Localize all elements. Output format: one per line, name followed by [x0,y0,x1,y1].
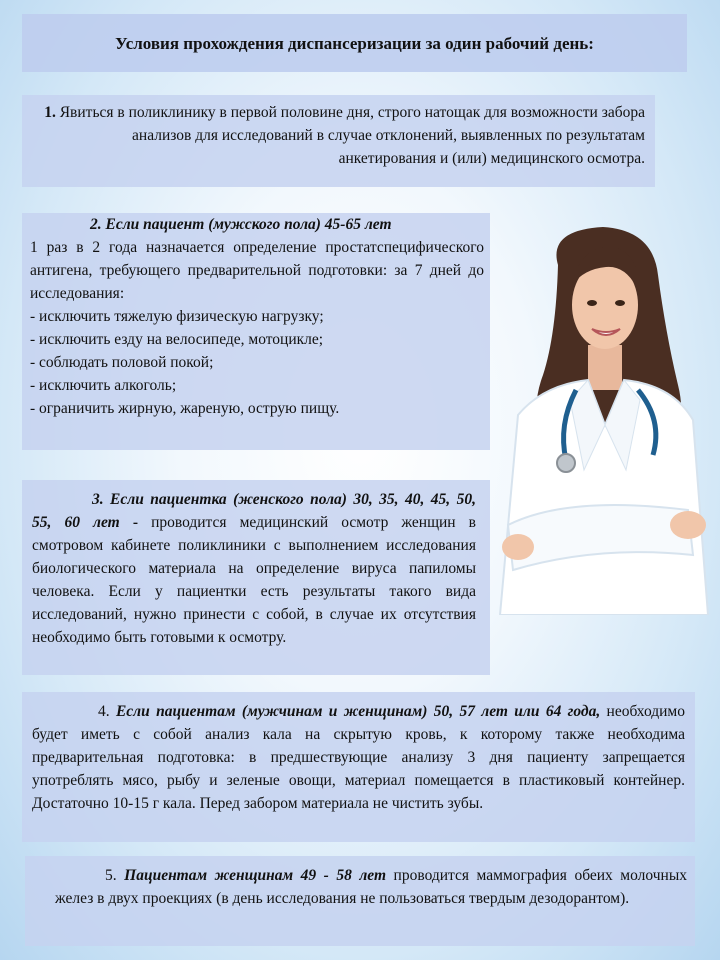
condition-4-heading: Если пациентам (мужчинам и женщинам) 50, 57 лет или 64 года, [115,703,601,720]
list-item: - исключить тяжелую физическую нагрузку; [30,308,324,325]
page-title [22,14,687,72]
list-item: - исключить езду на велосипеде, мотоцикле; [30,331,324,348]
condition-4-number: 4. [98,703,116,720]
condition-5 [25,856,695,946]
condition-3-text: проводится медицинский осмотр женщин в смотровом кабинете поликлиники с выполнением исследования биологического материала на определение вируса папиломы человека. Если у пациентки есть результаты такого вида исследований, нужно принести с собой, в случае их отсутствия необходимо быть готовыми к осмотру. [32,514,477,646]
doctor-illustration [488,225,720,615]
condition-1 [22,95,655,187]
condition-1-text: Явиться в поликлинику в первой половине дня, строго натощак для возможности забора анализов для исследований в случае отклонений, выявленных по результатам анкетирования и (или) медицинского осмотра. [55,104,645,167]
condition-3 [22,480,490,675]
condition-2-heading: 2. Если пациент (мужского пола) 45-65 лет [90,216,392,233]
condition-3-heading: 3. Если пациентка (женского пола) 30, 35, 40, 45, 50, 55, 60 лет [32,491,476,531]
condition-2 [22,213,490,450]
list-item: - соблюдать половой покой; [30,354,214,371]
condition-4 [22,692,695,842]
condition-4-text: необходимо будет иметь с собой анализ кала на скрытую кровь, к которому также необходима предварительная подготовка: в предшествующие анализу 3 дня пациенту запрещается употреблять мясо, рыбу и зеленые овощи, материал помещается в пластиковый контейнер. Достаточно 10-15 г кала. Перед забором материала не чистить зубы. [32,703,685,812]
list-item: - исключить алкоголь; [30,377,177,394]
condition-5-text: проводится маммография обеих молочных желез в двух проекциях (в день исследования не пользоваться твердым дезодорантом). [55,867,688,907]
condition-5-heading: Пациентам женщинам 49 - 58 лет [124,867,387,884]
list-item: - ограничить жирную, жареную, острую пищу. [30,400,340,417]
page-title-text: Условия прохождения диспансеризации за один рабочий день: [115,33,594,53]
condition-3-dash: - [119,514,152,531]
condition-2-text: 1 раз в 2 года назначается определение простатспецифического антигена, требующего предварительной подготовки: за 7 дней до исследования: [30,239,484,302]
condition-5-number: 5. [105,867,125,884]
condition-1-number: 1. [44,104,56,121]
